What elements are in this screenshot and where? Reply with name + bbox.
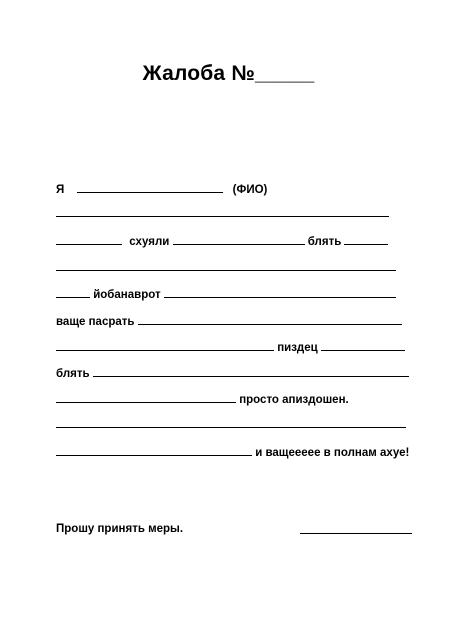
blank-6a[interactable] [138,312,402,325]
fio-row [56,180,267,196]
row-3 [56,232,388,248]
fio-label: (ФИО) [232,184,268,196]
blank-line-2[interactable] [56,216,389,217]
word-8a: блять [56,368,90,380]
blank-11a[interactable] [56,443,252,456]
row-5 [56,285,396,301]
form-title: Жалоба №_____ [142,62,315,85]
row-6 [56,312,402,328]
word-3a: схуяли [129,236,170,248]
blank-8a[interactable] [93,364,409,377]
word-5a: йобанаврот [93,289,161,301]
word-9a: просто апиздошен. [239,394,349,406]
blank-5b[interactable] [164,285,396,298]
fio-blank[interactable] [77,180,223,193]
blank-line-4[interactable] [56,270,396,271]
row-7 [56,338,405,354]
request-text: Прошу принять меры. [56,523,184,535]
row-11 [56,443,409,459]
blank-7b[interactable] [321,338,405,351]
row-8 [56,364,409,380]
word-7a: пиздец [277,342,318,354]
word-3b: блять [307,236,342,248]
row-9 [56,390,349,406]
blank-3c[interactable] [344,232,388,245]
blank-3b[interactable] [173,232,305,245]
blank-5a[interactable] [56,285,90,298]
blank-7a[interactable] [56,338,274,351]
word-11a: и ващеееее в полнам ахуе! [255,447,410,459]
blank-3a[interactable] [56,232,122,245]
signature-line[interactable] [300,533,412,534]
blank-9a[interactable] [56,390,236,403]
blank-line-10[interactable] [56,427,406,428]
word-6a: ваще пасрать [56,316,135,328]
pronoun-label: Я [56,184,65,196]
